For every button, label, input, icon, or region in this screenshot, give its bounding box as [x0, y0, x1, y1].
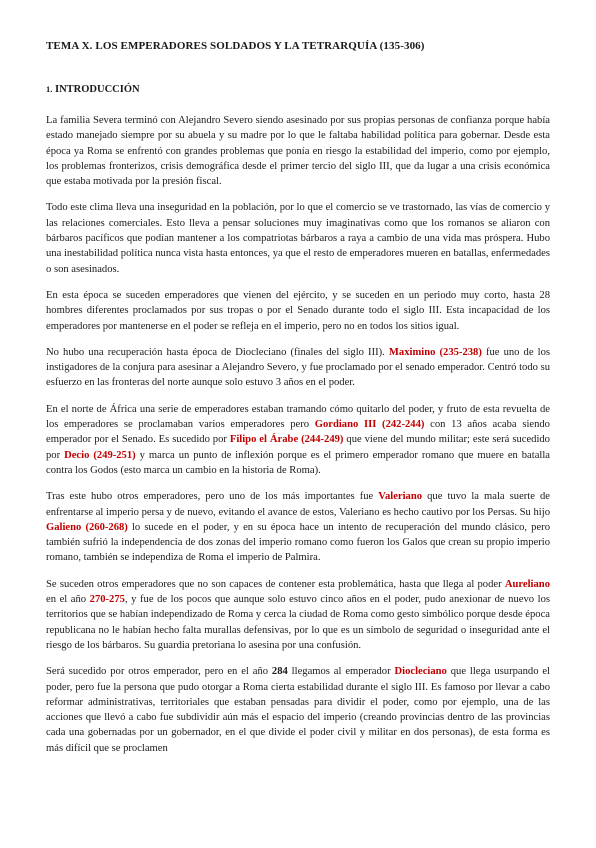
paragraph-text: La familia Severa terminó con Alejandro Severo siendo asesinado por sus propias personas de confianza porque había estado manejado siempre por su abuela y su madre por lo que le faltaba habilidad política para gobernar. Desde esta época ya Roma se enfrentó con grandes problemas que ponía en riesgo la estabilidad del imperio, como por ejemplo, los problemas fronterizos, crisis demográfica desde el primer tercio del siglo III, que da lugar a una crisis económica que estaba motivada por la presión fiscal. — [46, 115, 550, 188]
highlighted-term: Gordiano III (242-244) — [314, 419, 425, 431]
paragraph — [46, 288, 550, 334]
paragraph — [46, 664, 550, 756]
paragraph-text: con 13 años acaba siendo emperador por el Senado. Es sucedido por — [46, 419, 550, 446]
paragraph — [46, 345, 550, 391]
highlighted-term: Maximino (235-238) — [388, 346, 482, 358]
section-number: 1. — [46, 84, 53, 94]
highlighted-term: Filipo el Árabe (244-249) — [229, 434, 344, 446]
document-title: TEMA X. LOS EMPERADORES SOLDADOS Y LA TETRARQUÍA (135-306) — [46, 40, 425, 52]
paragraph — [46, 200, 550, 276]
highlighted-term: Valeriano — [378, 491, 423, 503]
section-title: INTRODUCCIÓN — [55, 84, 140, 95]
paragraph-text: En esta época se suceden emperadores que vienen del ejército, y se suceden en un periodo muy corto, hasta 28 hombres diferentes proclamados por sus tropas o por el Senado durante todo el siglo III. Esta incapacidad de los emperadores por mantenerse en el poder se refleja en el imperio, pero no en todos los sitios igual. — [46, 289, 550, 332]
paragraph-list — [46, 113, 550, 756]
highlighted-term: Decio (249-251) — [64, 449, 136, 461]
paragraph-text: fue uno de los instigadores de la conjura para asesinar a Alejandro Severo, y fue proclamado por el senado emperador. Centró todo su esfuerzo en las fronteras del norte aunque solo estuvo 3 años en el poder. — [46, 346, 551, 389]
paragraph-text: que tuvo la mala suerte de enfrentarse al imperio persa y de nuevo, evitando el avance de estos, Valeriano es hecho cautivo por los Persas. Su hijo — [46, 491, 550, 518]
paragraph-text: Tras este hubo otros emperadores, pero uno de los más importantes fue — [46, 491, 379, 503]
paragraph — [46, 489, 550, 565]
paragraph-text: Todo este clima lleva una inseguridad en la población, por lo que el comercio se ve trastornado, las vías de comercio y las relaciones comerciales. Esto lleva a pensar soluciones muy imaginativas como que los romanos se aliaron con bárbaros pacíficos que podían mantener a los compatriotas bárbaros a raya a cambio de una vida mas próspera. Hubo una inestabilidad política nunca vista hasta entonces, ya que el resto de emperadores mueren en batallas, enfermedades o son asesinados. — [46, 202, 550, 275]
paragraph-text: en el año — [46, 594, 90, 606]
paragraph-text: , y fue de los pocos que aunque solo estuvo cinco años en el poder, pudo anexionar de nuevo los territorios que se habían independizado de Roma y cerca la ciudad de Roma como gesto simbólico porque desde época republicana no le habían hecho falta murallas defensivas, por lo que es un símbolo de seguridad o inseguridad ante el riesgo de los bárbaros. Su guardia pretoriana lo asesina por una confusión. — [46, 594, 550, 651]
paragraph-text: llegamos al emperador — [287, 666, 395, 678]
paragraph-text: lo sucede en el poder, y en su época hace un intento de recuperación del mundo clásico, pero también sufrió la independencia de dos zonas del imperio romano como fueron los Galos que crean su propio imperio romano, también se independiza de Roma el imperio de Palmira. — [46, 521, 550, 564]
paragraph — [46, 577, 550, 653]
paragraph-text: que viene del mundo militar; este será sucedido por — [46, 434, 550, 461]
highlighted-term: 270-275 — [89, 594, 125, 606]
paragraph-text: Se suceden otros emperadores que no son capaces de contener esta problemática, hasta que llega al poder — [46, 578, 505, 590]
paragraph-text: y marca un punto de inflexión porque es el primero emperador romano que muere en batalla contra los Godos (esto marca un cambio en la historia de Roma). — [46, 449, 550, 476]
paragraph-text: No hubo una recuperación hasta época de Diocleciano (finales del siglo III). — [46, 346, 389, 358]
highlighted-term: Aureliano — [504, 578, 550, 590]
highlighted-term: Galieno (260-268) — [46, 521, 128, 533]
paragraph-text: que llega usurpando el poder, pero fue la persona que pudo otorgar a Roma cierta estabilidad durante el siglo III. Es famoso por llevar a cabo reformar administrativas, territoriales que estaban pensadas para dividir el poder, como por ejemplo, una de las acciones que llevó a cabo fue subdividir aún más el espacio del imperio (creando provincias dentro de las provincias cada una gobernadas por un gobernador, en el que divide el poder civil y militar en dos personas), de esta forma es más difícil que se proclamen — [46, 666, 551, 754]
paragraph — [46, 113, 550, 189]
paragraph-text: En el norte de África una serie de emperadores estaban tramando cómo quitarlo del poder, y fruto de esta revuelta de los emperadores se proclamaban varios emperadores pero — [46, 403, 550, 431]
section-heading — [46, 84, 550, 95]
paragraph-text: Será sucedido por otros emperador, pero en el año — [46, 666, 272, 678]
bold-term: 284 — [271, 666, 288, 678]
paragraph — [46, 402, 550, 478]
highlighted-term: Diocleciano — [394, 666, 447, 678]
